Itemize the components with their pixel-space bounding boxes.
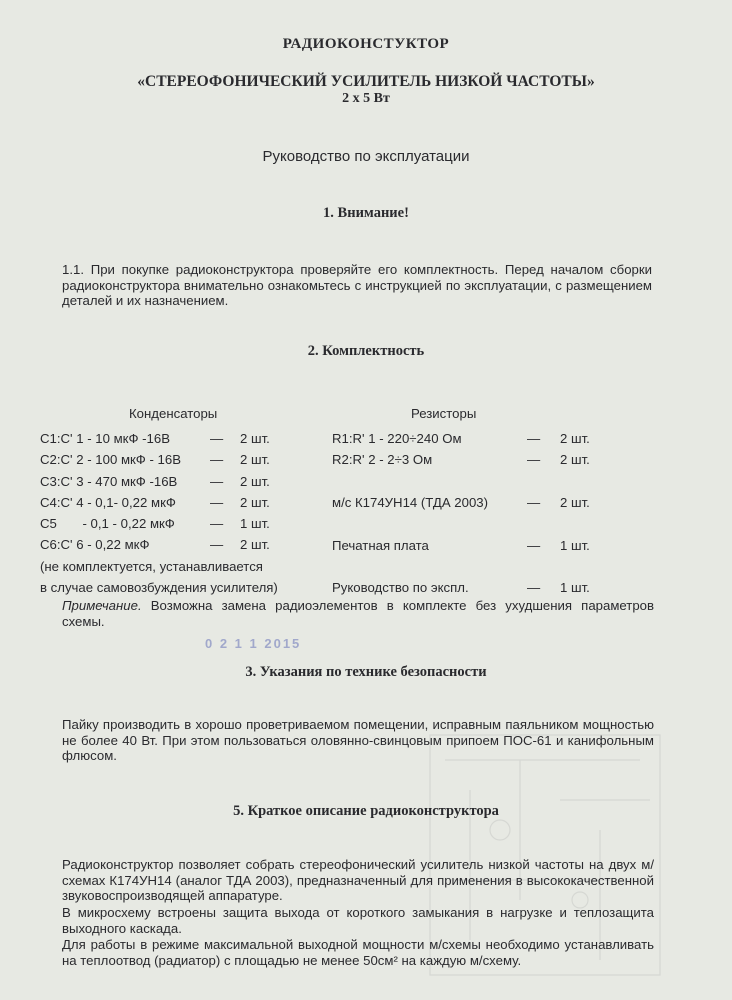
list-item: R2:R' 2 - 2÷3 Ом — 2 шт. bbox=[332, 452, 590, 468]
section-2-title: 2. Комплектность bbox=[307, 343, 425, 359]
section-5-title: 5. Краткое описание радиоконструктора bbox=[233, 803, 499, 819]
section-3-title: 3. Указания по технике безопасности bbox=[245, 664, 487, 680]
remark-label: Примечание. bbox=[62, 598, 142, 613]
capacitor-note-line: в случае самовозбуждения усилителя) bbox=[40, 580, 278, 596]
section-5-paragraph-3: Для работы в режиме максимальной выходной мощности м/схемы необходимо устанавливать на теплоотвод (радиатор) с площадью не менее 50см² на каждую м/схему. bbox=[62, 937, 654, 968]
capacitor-note-line: (не комплектуется, устанавливается bbox=[40, 558, 263, 574]
section-5-paragraph-1: Радиоконструктор позволяет собрать стереофонический усилитель низкой частоты на двух м/схемах К174УН14 (аналог ТДА 2003), предназначенный для применения в высококачественной звуковоспроизводящей аппаратуре. bbox=[62, 857, 654, 903]
section-1-text: 1.1. При покупке радиоконструктора проверяйте его комплектность. Перед началом сборки радиоконструктора внимательно ознакомьтесь с инструкцией по эксплуатации, с размещением деталей и их назначением. bbox=[62, 262, 652, 308]
list-item: C6:C' 6 - 0,22 мкФ — 2 шт. bbox=[40, 537, 270, 553]
list-item: C1:C' 1 - 10 мкФ -16В — 2 шт. bbox=[40, 431, 270, 446]
remark-text: Возможна замена радиоэлементов в комплекте без ухудшения параметров схемы. bbox=[62, 598, 654, 629]
power-rating: 2 х 5 Вт bbox=[342, 91, 390, 106]
kit-title: РАДИОКОНСТУКТОР bbox=[282, 36, 450, 52]
list-item: м/с К174УН14 (ТДА 2003) — 2 шт. bbox=[332, 494, 590, 510]
list-item: C3:C' 3 - 470 мкФ -16В — 2 шт. bbox=[40, 473, 270, 489]
list-item: C5 - 0,1 - 0,22 мкФ — 1 шт. bbox=[40, 516, 270, 532]
capacitor-list bbox=[40, 428, 278, 598]
section-5-paragraph-2: В микросхему встроены защита выхода от короткого замыкания в нагрузке и теплозащита выходного каскада. bbox=[62, 905, 654, 936]
section-1-title: 1. Внимание! bbox=[323, 205, 409, 221]
list-item: R1:R' 1 - 220÷240 Ом — 2 шт. bbox=[332, 431, 590, 446]
list-item: Печатная плата — 1 шт. bbox=[332, 537, 590, 553]
list-item: C4:C' 4 - 0,1- 0,22 мкФ — 2 шт. bbox=[40, 494, 270, 510]
manual-subtitle: Руководство по эксплуатации bbox=[262, 148, 470, 165]
list-item: Руководство по экспл. — 1 шт. bbox=[332, 580, 590, 596]
section-3-text: Пайку производить в хорошо проветриваемом помещении, исправным паяльником мощностью не более 40 Вт. При этом пользоваться оловянно-свинцовым припоем ПОС-61 и канифольным флюсом. bbox=[62, 717, 654, 763]
date-stamp: 0 2 1 1 2015 bbox=[205, 636, 302, 651]
resistors-header: Резисторы bbox=[411, 406, 477, 421]
list-item: C2:C' 2 - 100 мкФ - 16В — 2 шт. bbox=[40, 452, 270, 468]
product-title: «СТЕРЕОФОНИЧЕСКИЙ УСИЛИТЕЛЬ НИЗКОЙ ЧАСТОТЫ» bbox=[137, 73, 595, 90]
remark-paragraph bbox=[62, 598, 654, 629]
capacitors-header: Конденсаторы bbox=[129, 406, 218, 421]
